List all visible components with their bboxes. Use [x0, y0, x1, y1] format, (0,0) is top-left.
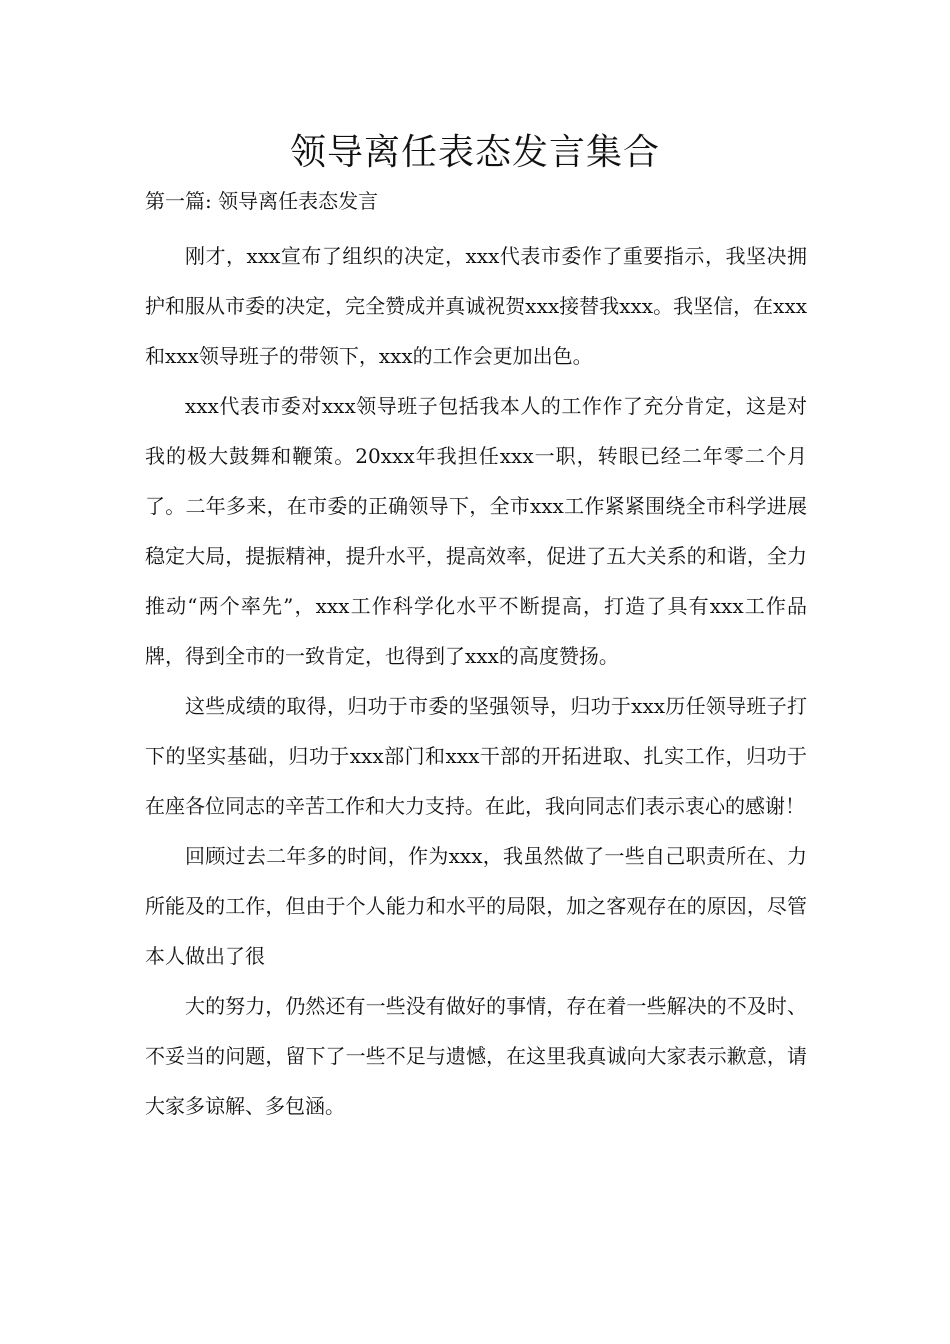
document-title: 领导离任表态发言集合: [289, 132, 660, 173]
paragraph-5: 大的努力，仍然还有一些没有做好的事情，存在着一些解决的不及时、不妥当的问题，留下了一些不足与遗憾，在这里我真诚向大家表示歉意，请大家多谅解、多包涵。: [145, 994, 807, 1118]
paragraph-3: 这些成绩的取得，归功于市委的坚强领导，归功于xxx历任领导班子打下的坚实基础，归功于xxx部门和xxx干部的开拓进取、扎实工作，归功于在座各位同志的辛苦工作和大力支持。在此，我向同志们表示衷心的感谢！: [145, 694, 807, 818]
document-body: [145, 183, 807, 1131]
paragraph-4: 回顾过去二年多的时间，作为xxx，我虽然做了一些自己职责所在、力所能及的工作，但由于个人能力和水平的局限，加之客观存在的原因，尽管本人做出了很: [145, 844, 807, 968]
paragraph-1: 刚才，xxx宣布了组织的决定，xxx代表市委作了重要指示，我坚决拥护和服从市委的决定，完全赞成并真诚祝贺xxx接替我xxx。我坚信，在xxx和xxx领导班子的带领下，xxx的工作会更加出色。: [145, 244, 807, 368]
paragraph-2: xxx代表市委对xxx领导班子包括我本人的工作作了充分肯定，这是对我的极大鼓舞和鞭策。20xxx年我担任xxx一职，转眼已经二年零二个月了。二年多来，在市委的正确领导下，全市xxx工作紧紧围绕全市科学进展稳定大局，提振精神，提升水平，提高效率，促进了五大关系的和谐，全力推动“两个率先”，xxx工作科学化水平不断提高，打造了具有xxx工作品牌，得到全市的一致肯定，也得到了xxx的高度赞扬。: [145, 394, 807, 668]
section-heading: 第一篇: 领导离任表态发言: [145, 189, 379, 213]
